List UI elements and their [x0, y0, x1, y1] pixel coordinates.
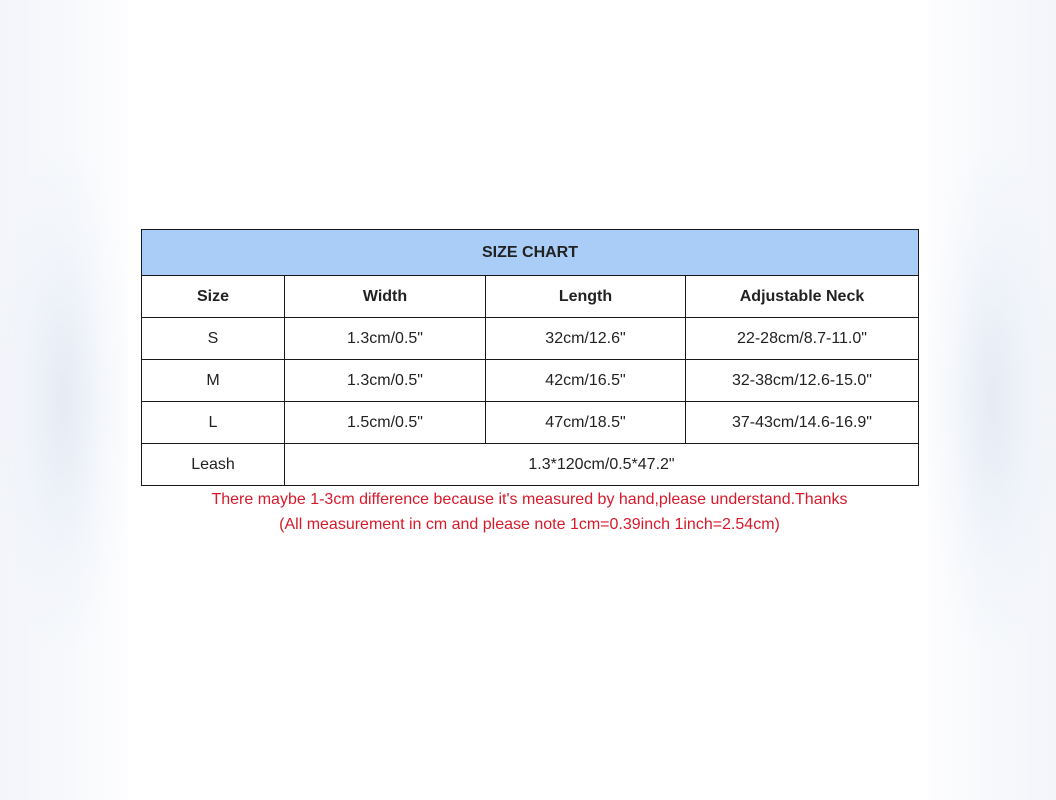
title-row	[142, 230, 919, 276]
column-header-width: Width	[285, 276, 486, 318]
table-cell: 37-43cm/14.6-16.9"	[686, 402, 919, 444]
table-cell: L	[142, 402, 285, 444]
table-cell: 1.5cm/0.5"	[285, 402, 486, 444]
table-cell: 42cm/16.5"	[486, 360, 686, 402]
table-row	[142, 402, 919, 444]
table-cell: 47cm/18.5"	[486, 402, 686, 444]
header-row	[142, 276, 919, 318]
table-row	[142, 360, 919, 402]
leash-value: 1.3*120cm/0.5*47.2"	[285, 444, 919, 486]
table-cell: M	[142, 360, 285, 402]
conversion-note: (All measurement in cm and please note 1cm=0.39inch 1inch=2.54cm)	[279, 516, 780, 533]
size-chart-table	[141, 229, 919, 486]
table-cell: 1.3cm/0.5"	[285, 318, 486, 360]
column-header-size: Size	[142, 276, 285, 318]
leash-row	[142, 444, 919, 486]
table-cell: 1.3cm/0.5"	[285, 360, 486, 402]
table-cell: 32cm/12.6"	[486, 318, 686, 360]
right-background-panel	[928, 0, 1056, 800]
table-cell: S	[142, 318, 285, 360]
column-header-length: Length	[486, 276, 686, 318]
table-row	[142, 318, 919, 360]
table-cell: 22-28cm/8.7-11.0"	[686, 318, 919, 360]
left-background-panel	[0, 0, 128, 800]
leash-label: Leash	[142, 444, 285, 486]
disclaimer-note: There maybe 1-3cm difference because it's measured by hand,please understand.Thanks	[211, 491, 848, 508]
table-cell: 32-38cm/12.6-15.0"	[686, 360, 919, 402]
chart-title: SIZE CHART	[142, 230, 919, 276]
column-header-adjustable-neck: Adjustable Neck	[686, 276, 919, 318]
